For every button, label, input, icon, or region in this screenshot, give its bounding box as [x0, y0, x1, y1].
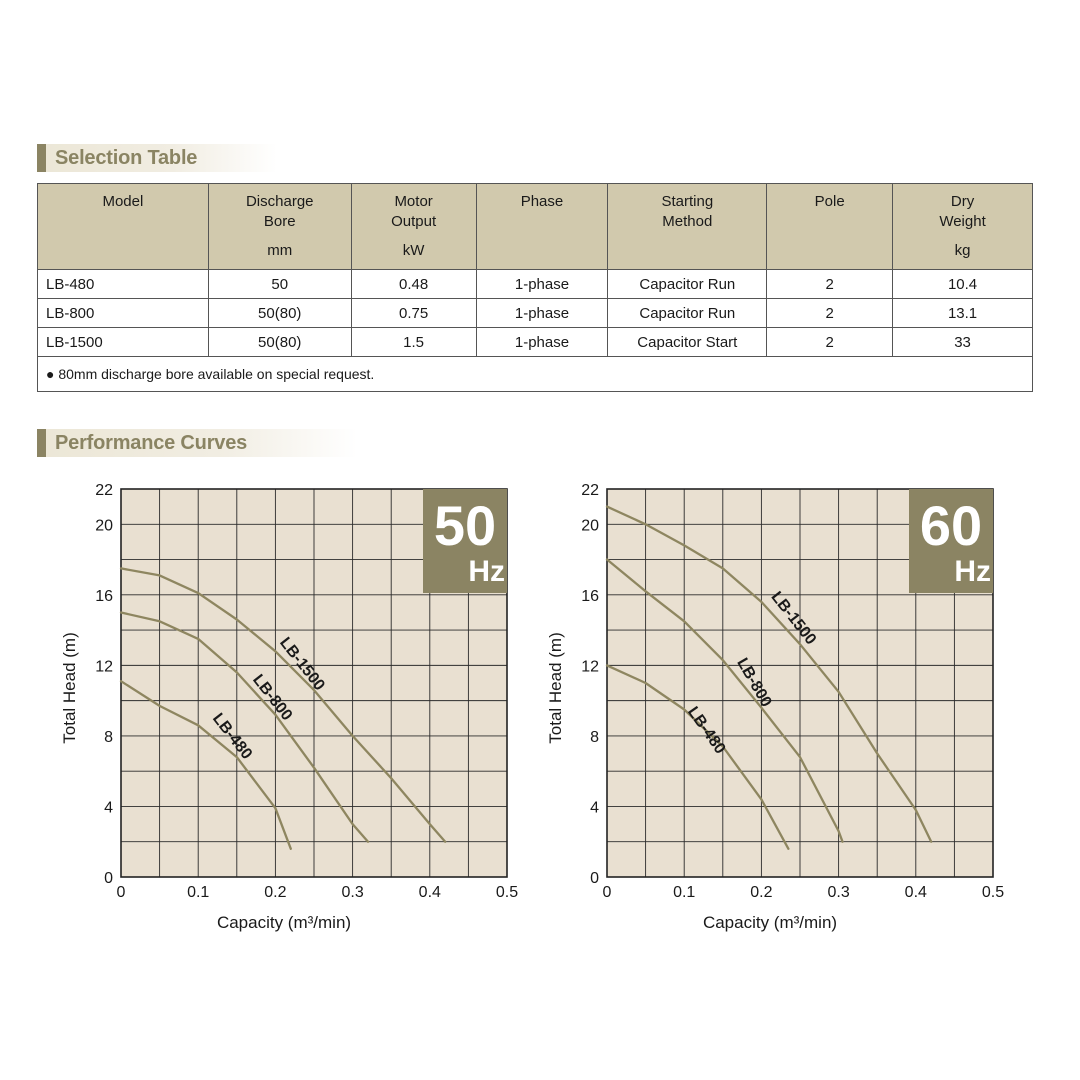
- table-header-cell: [208, 184, 351, 270]
- table-header-cell: [351, 184, 476, 270]
- table-cell: 1-phase: [476, 270, 608, 299]
- table-cell: Capacitor Run: [608, 299, 767, 328]
- x-tick-label: 0.4: [904, 884, 927, 901]
- table-cell: 50(80): [208, 299, 351, 328]
- y-tick-label: 8: [590, 728, 599, 746]
- y-tick-label: 0: [590, 870, 599, 887]
- table-cell: Capacitor Start: [608, 328, 767, 357]
- y-tick-label: 20: [581, 517, 599, 535]
- table-cell: 50(80): [208, 328, 351, 357]
- table-cell: 13.1: [893, 299, 1033, 328]
- x-tick-label: 0.1: [673, 884, 696, 901]
- curve-label: LB-480: [208, 710, 256, 763]
- table-header-row: [38, 184, 1033, 270]
- table-cell: 0.48: [351, 270, 476, 299]
- selection-table-heading: [37, 144, 277, 172]
- header-label: Phase: [520, 193, 564, 210]
- y-tick-label: 0: [104, 870, 113, 887]
- frequency-unit: Hz: [468, 555, 505, 588]
- x-tick-label: 0.1: [187, 884, 210, 901]
- header-label: Output: [391, 213, 437, 230]
- frequency-value: 50: [433, 494, 497, 557]
- header-label: Pole: [814, 193, 845, 210]
- selection-table: [37, 183, 1033, 392]
- table-cell: 1-phase: [476, 328, 608, 357]
- table-header-cell: [767, 184, 893, 270]
- header-label: Model: [102, 193, 144, 210]
- performance-chart: [40, 470, 540, 940]
- y-tick-label: 22: [581, 482, 599, 499]
- header-label: Discharge: [245, 193, 314, 210]
- table-cell: 2: [767, 270, 893, 299]
- header-unit: kW: [402, 242, 425, 259]
- table-cell: 0.75: [351, 299, 476, 328]
- table-cell: 1-phase: [476, 299, 608, 328]
- header-label: Method: [662, 213, 713, 230]
- table-header-cell: [893, 184, 1033, 270]
- y-tick-label: 4: [104, 799, 113, 817]
- header-label: Starting: [661, 193, 714, 210]
- x-axis-label: Capacity (m³/min): [702, 913, 838, 932]
- x-tick-label: 0: [602, 884, 612, 901]
- table-cell: 2: [767, 328, 893, 357]
- curve-label: LB-1500: [767, 588, 820, 649]
- x-tick-label: 0.4: [418, 884, 441, 901]
- model-cell: LB-1500: [38, 328, 209, 357]
- y-tick-label: 16: [581, 587, 599, 605]
- header-label: Weight: [939, 213, 986, 230]
- y-tick-label: 12: [581, 658, 599, 676]
- table-row: [38, 299, 1033, 328]
- table-cell: 33: [893, 328, 1033, 357]
- header-label: Motor: [394, 193, 433, 210]
- header-unit: mm: [267, 242, 293, 259]
- table-row: [38, 270, 1033, 299]
- x-tick-label: 0.3: [827, 884, 850, 901]
- y-axis-label: Total Head (m): [60, 632, 79, 744]
- x-tick-label: 0: [116, 884, 126, 901]
- frequency-value: 60: [919, 494, 983, 557]
- header-unit: kg: [954, 242, 971, 259]
- y-tick-label: 20: [95, 517, 113, 535]
- header-label: Dry: [950, 193, 975, 210]
- curve-label: LB-800: [249, 671, 296, 724]
- model-cell: LB-480: [38, 270, 209, 299]
- x-tick-label: 0.5: [495, 884, 519, 901]
- x-tick-label: 0.3: [341, 884, 364, 901]
- performance-curves-title: Performance Curves: [55, 432, 248, 454]
- curve-label: LB-800: [733, 655, 775, 711]
- table-cell: 50: [208, 270, 351, 299]
- y-tick-label: 4: [590, 799, 599, 817]
- chart-50hz: [40, 470, 540, 940]
- x-tick-label: 0.2: [750, 884, 773, 901]
- table-cell: 10.4: [893, 270, 1033, 299]
- table-header-cell: [38, 184, 209, 270]
- chart-60hz: [526, 470, 1026, 940]
- performance-curves-heading: [37, 429, 357, 457]
- table-header-cell: [476, 184, 608, 270]
- y-axis-label: Total Head (m): [546, 632, 565, 744]
- header-label: Bore: [263, 213, 296, 230]
- x-tick-label: 0.5: [981, 884, 1005, 901]
- table-note: ● 80mm discharge bore available on special request.: [38, 357, 1033, 392]
- y-tick-label: 22: [95, 482, 113, 499]
- y-tick-label: 16: [95, 587, 113, 605]
- table-cell: 1.5: [351, 328, 476, 357]
- curve-label: LB-1500: [276, 634, 328, 694]
- curve-label: LB-480: [684, 703, 729, 758]
- frequency-unit: Hz: [954, 555, 991, 588]
- performance-chart: [526, 470, 1026, 940]
- y-tick-label: 8: [104, 728, 113, 746]
- model-cell: LB-800: [38, 299, 209, 328]
- table-cell: Capacitor Run: [608, 270, 767, 299]
- table-header-cell: [608, 184, 767, 270]
- table-cell: 2: [767, 299, 893, 328]
- table-note-row: [38, 357, 1033, 392]
- selection-table-title: Selection Table: [55, 147, 198, 169]
- table-row: [38, 328, 1033, 357]
- x-axis-label: Capacity (m³/min): [216, 913, 352, 932]
- x-tick-label: 0.2: [264, 884, 287, 901]
- y-tick-label: 12: [95, 658, 113, 676]
